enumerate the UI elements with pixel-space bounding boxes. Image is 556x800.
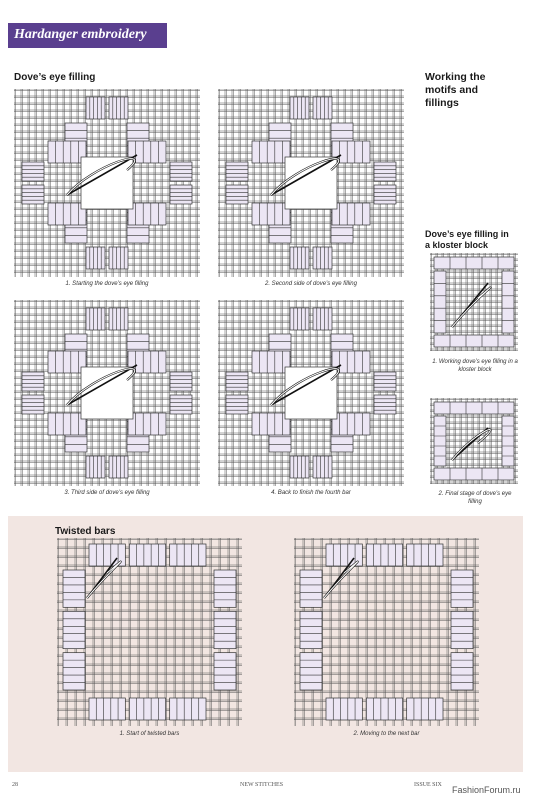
caption-kloster-1 xyxy=(420,358,530,374)
working-heading-line3: fillings xyxy=(425,97,459,109)
working-heading-line1: Working the xyxy=(425,71,486,83)
caption-kloster-1-line2: kloster block xyxy=(458,367,492,373)
caption-kloster-2 xyxy=(420,490,530,506)
caption-kloster-1-line1: 1. Working dove’s eye filling in a xyxy=(432,359,518,365)
twisted-bars-heading: Twisted bars xyxy=(55,526,116,537)
diagram-doves-eye-4 xyxy=(218,300,404,486)
caption-doves-eye-1: 1. Starting the dove’s eye filling xyxy=(65,281,149,287)
diagram-doves-eye-2 xyxy=(218,89,404,277)
caption-doves-eye-4: 4. Back to finish the fourth bar xyxy=(271,490,351,496)
banner-title: Hardanger embroidery xyxy=(14,27,147,42)
page-number: 28 xyxy=(12,782,18,788)
diagram-kloster-2 xyxy=(430,398,518,484)
caption-doves-eye-3: 3. Third side of dove’s eye filling xyxy=(64,490,150,496)
footer-magazine: NEW STITCHES xyxy=(240,782,284,788)
diagram-twisted-2 xyxy=(294,538,479,726)
doves-eye-heading: Dove’s eye filling xyxy=(14,72,96,83)
diagram-doves-eye-1 xyxy=(14,89,200,277)
caption-twisted-2: 2. Moving to the next bar xyxy=(353,731,420,737)
caption-twisted-1: 1. Start of twisted bars xyxy=(119,731,180,737)
working-heading-line2: motifs and xyxy=(425,84,479,96)
caption-doves-eye-2: 2. Second side of dove’s eye filling xyxy=(265,281,357,287)
caption-kloster-2-line1: 2. Final stage of dove’s eye xyxy=(438,491,512,497)
kloster-heading-line1: Dove’s eye filling in xyxy=(425,229,509,239)
diagram-kloster-1 xyxy=(430,253,518,351)
footer-issue: ISSUE SIX xyxy=(414,782,442,788)
kloster-heading-line2: a kloster block xyxy=(425,240,489,250)
kloster-heading xyxy=(425,229,509,251)
diagram-twisted-1 xyxy=(57,538,242,726)
diagram-doves-eye-3 xyxy=(14,300,200,486)
working-heading xyxy=(425,71,485,110)
section-banner xyxy=(8,23,167,48)
watermark: FashionForum.ru xyxy=(452,785,521,795)
caption-kloster-2-line2: filling xyxy=(468,499,482,505)
